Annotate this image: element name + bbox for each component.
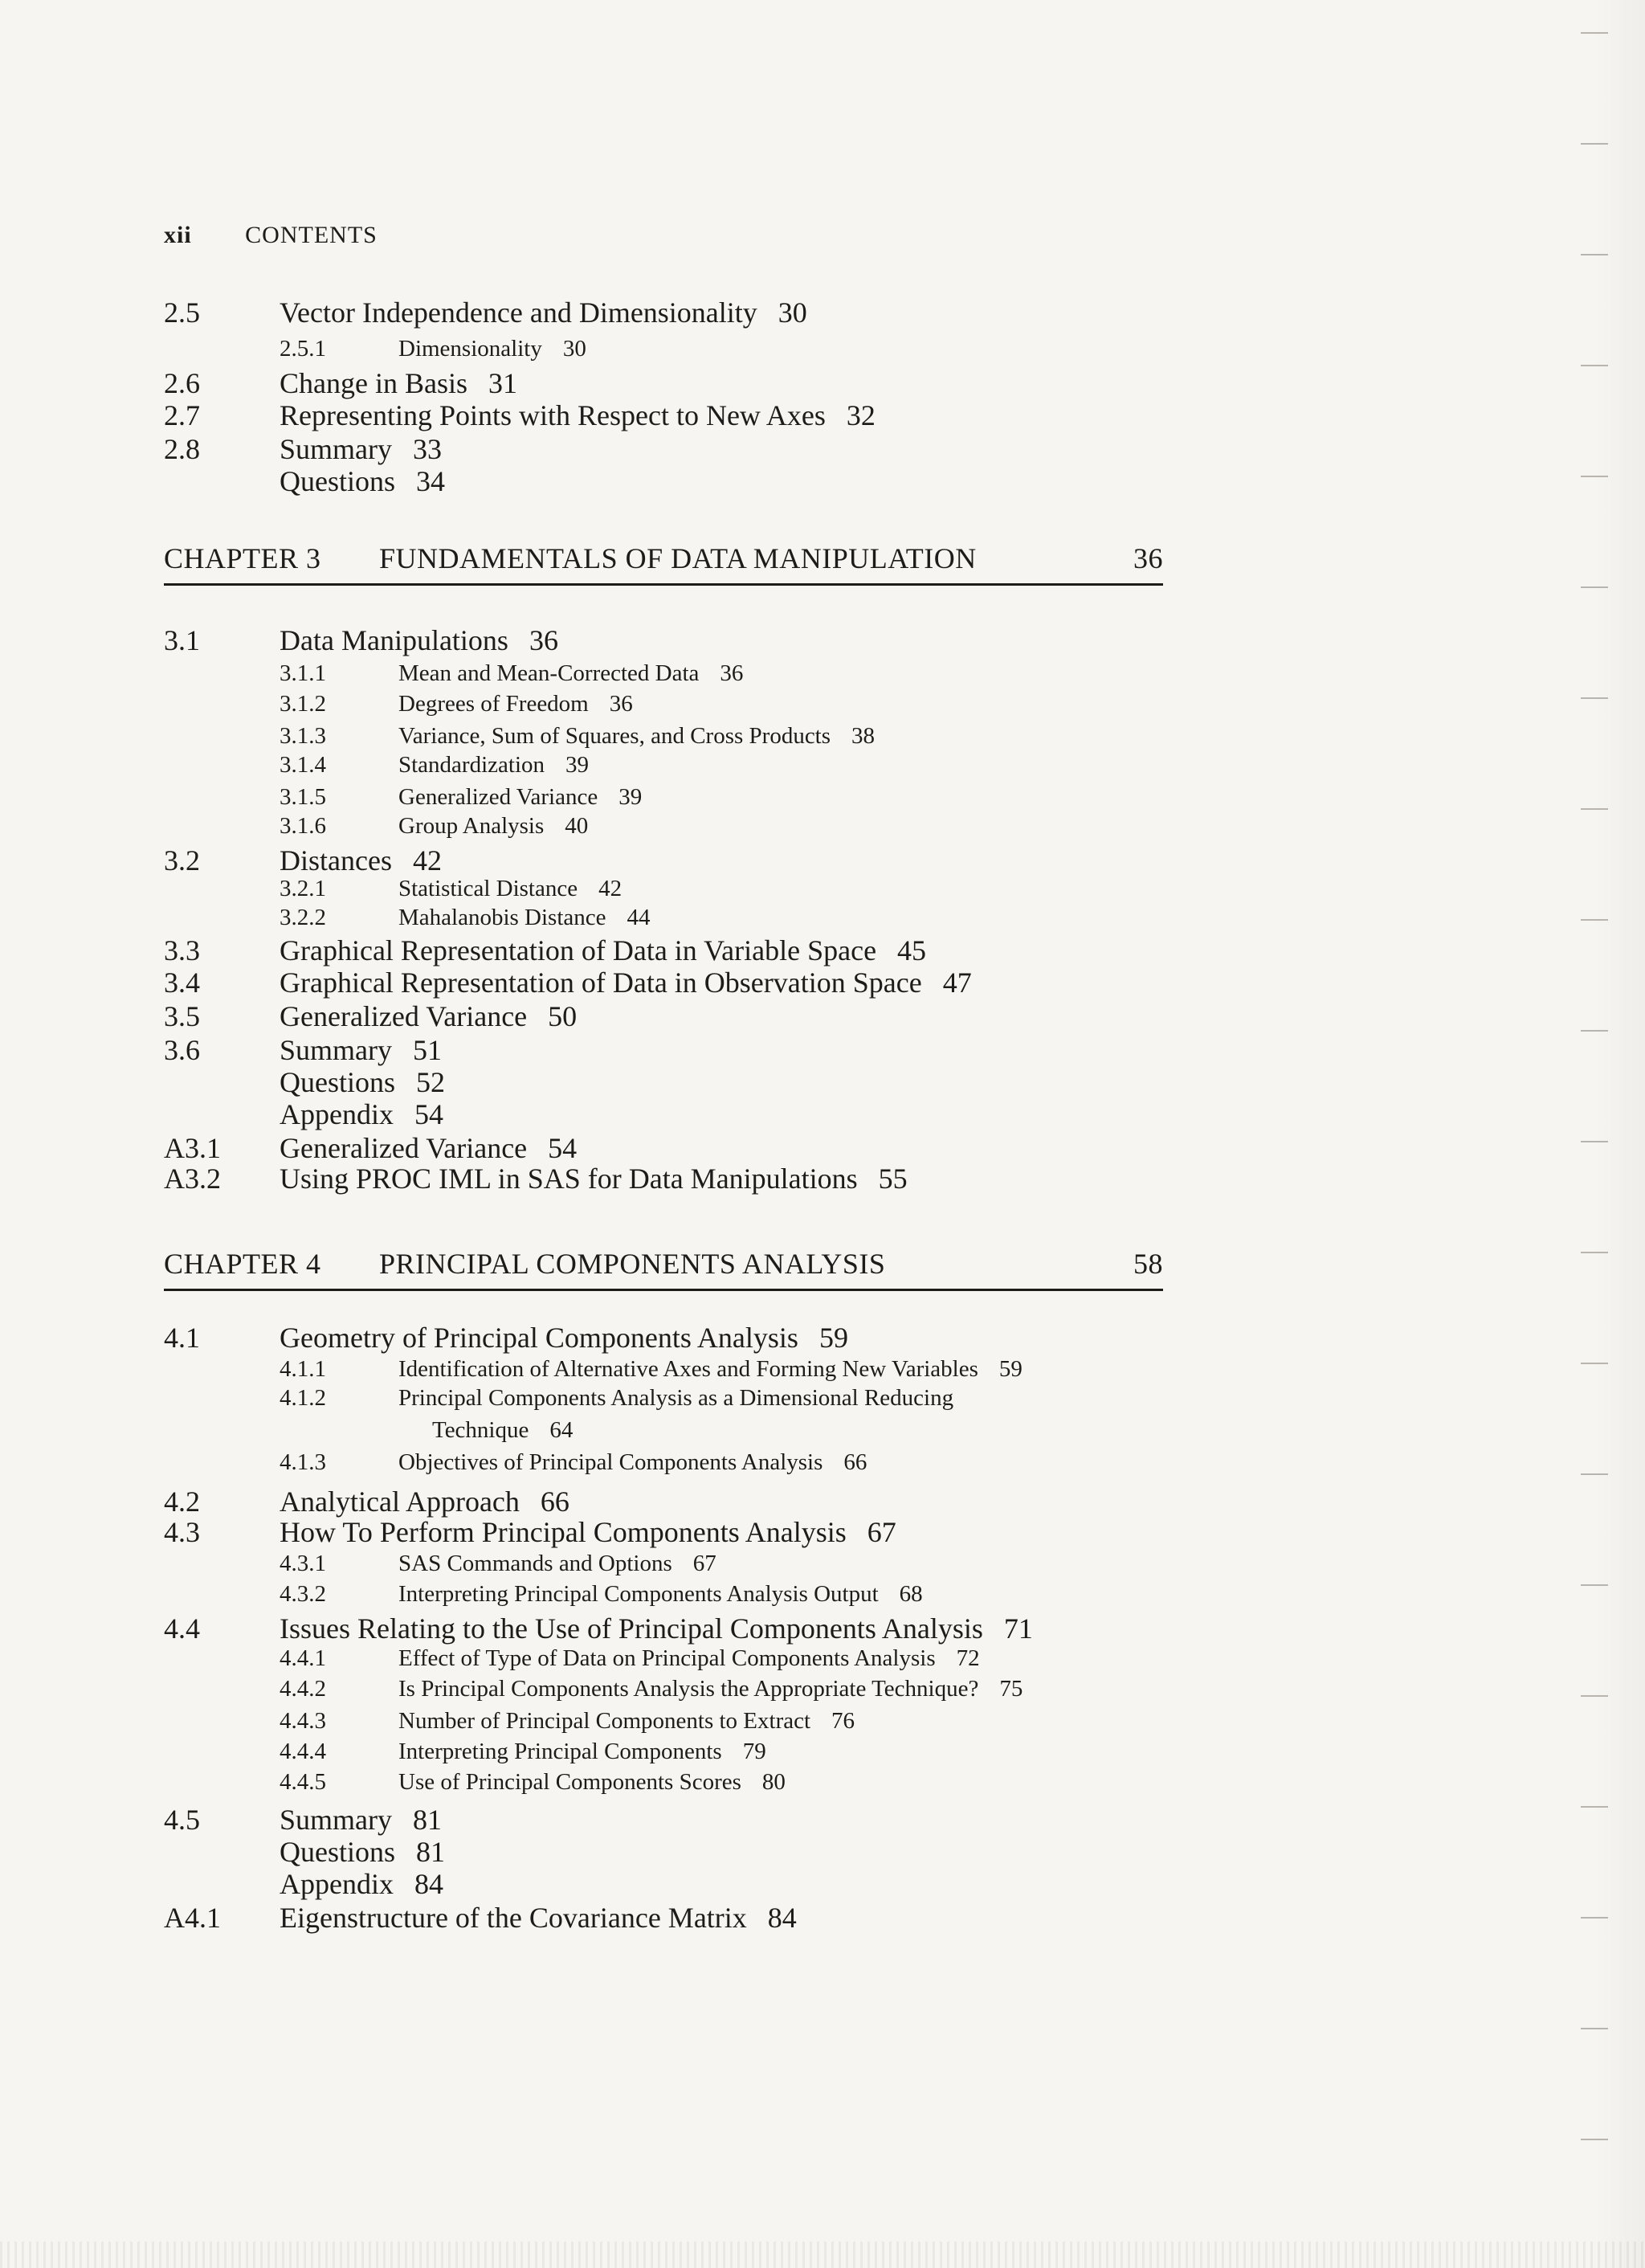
page-number: 51 [413, 1034, 442, 1066]
entry-number: 3.1.6 [280, 813, 326, 839]
chapter-label: CHAPTER 4 [164, 1248, 321, 1280]
page-number: 75 [999, 1676, 1023, 1702]
chapter-title: PRINCIPAL COMPONENTS ANALYSIS [379, 1248, 886, 1280]
binding-tick [1581, 1473, 1608, 1475]
entry-number: 4.4.1 [280, 1645, 326, 1671]
page-number: 30 [562, 336, 586, 362]
entry-number: 4.1.1 [280, 1356, 326, 1382]
page-number: 59 [998, 1356, 1023, 1382]
entry-number: A3.2 [164, 1163, 221, 1195]
entry-title: SAS Commands and Options 67 [398, 1551, 716, 1576]
entry-title: Objectives of Principal Components Analysis 66 [398, 1449, 867, 1475]
entry-number: 4.2 [164, 1485, 200, 1518]
entry-number: 3.6 [164, 1034, 200, 1066]
page-number: 42 [598, 876, 622, 901]
page-number: 55 [878, 1163, 908, 1195]
entry-number: 4.4.3 [280, 1708, 326, 1734]
entry-number: 4.5 [164, 1804, 200, 1836]
entry-title: Dimensionality 30 [398, 336, 586, 362]
binding-tick [1581, 586, 1608, 588]
entry-title: Representing Points with Respect to New Axes 32 [280, 399, 876, 431]
entry-title: Using PROC IML in SAS for Data Manipulations 55 [280, 1163, 908, 1195]
entry-title: Identification of Alternative Axes and Forming New Variables 59 [398, 1356, 1023, 1382]
entry-title: Issues Relating to the Use of Principal Components Analysis 71 [280, 1612, 1033, 1645]
entry-title: Eigenstructure of the Covariance Matrix 84 [280, 1902, 797, 1934]
entry-title: Questions 81 [280, 1836, 445, 1868]
page-number: 76 [831, 1708, 855, 1734]
chapter-label: CHAPTER 3 [164, 542, 321, 574]
page-number: 34 [416, 465, 445, 497]
entry-number: 4.4.4 [280, 1739, 326, 1764]
page-number: 39 [618, 784, 643, 810]
entry-number: 3.1 [164, 624, 200, 656]
binding-tick [1581, 1030, 1608, 1032]
page-number: 36 [720, 660, 744, 686]
entry-title: Distances 42 [280, 844, 442, 877]
binding-tick [1581, 697, 1608, 699]
running-head [164, 222, 378, 249]
page-number: 44 [627, 905, 651, 930]
entry-number: 3.2.2 [280, 905, 326, 930]
entry-title: Analytical Approach 66 [280, 1485, 569, 1518]
entry-number: 3.2 [164, 844, 200, 877]
page-number: 50 [548, 1000, 578, 1032]
binding-tick [1581, 919, 1608, 921]
entry-title: Interpreting Principal Components Analysis Output 68 [398, 1581, 923, 1607]
entry-number: 4.4.5 [280, 1769, 326, 1795]
page-number: 31 [488, 367, 517, 399]
entry-title: Mahalanobis Distance 44 [398, 905, 651, 930]
entry-title: Summary 51 [280, 1034, 442, 1066]
entry-number: 3.1.4 [280, 752, 326, 778]
entry-number: 3.1.5 [280, 784, 326, 810]
binding-tick [1581, 365, 1608, 366]
binding-tick [1581, 1252, 1608, 1253]
entry-number: 2.5.1 [280, 336, 326, 362]
page-number: 36 [609, 691, 633, 717]
entry-title: Mean and Mean-Corrected Data 36 [398, 660, 744, 686]
entry-title: Graphical Representation of Data in Variable Space 45 [280, 934, 927, 966]
chapter-3-rule [164, 583, 1163, 586]
page-number: 36 [529, 624, 558, 656]
page-number: 80 [761, 1769, 786, 1795]
entry-number: 4.3 [164, 1516, 200, 1548]
scan-noise [0, 2241, 1645, 2268]
entry-title: Appendix 54 [280, 1098, 443, 1130]
chapter-4-rule [164, 1289, 1163, 1291]
page-number: 84 [414, 1868, 443, 1900]
entry-title: Questions 34 [280, 465, 445, 497]
entry-number: 4.1 [164, 1322, 200, 1354]
page-number: 38 [851, 723, 876, 749]
page-number: 81 [413, 1804, 442, 1836]
entry-number: 2.5 [164, 296, 200, 329]
binding-tick [1581, 808, 1608, 810]
entry-number: A3.1 [164, 1132, 221, 1164]
entry-title: Standardization 39 [398, 752, 590, 778]
page-number: 79 [742, 1739, 766, 1764]
entry-number: 3.1.3 [280, 723, 326, 749]
entry-title: Use of Principal Components Scores 80 [398, 1769, 786, 1795]
entry-title: Interpreting Principal Components 79 [398, 1739, 766, 1764]
entry-title: Summary 81 [280, 1804, 442, 1836]
page-number: 68 [899, 1581, 923, 1607]
entry-number: 4.1.3 [280, 1449, 326, 1475]
page-number: 72 [956, 1645, 980, 1671]
binding-tick [1581, 1141, 1608, 1142]
entry-title: Change in Basis 31 [280, 367, 517, 399]
page-number: 33 [413, 433, 442, 465]
binding-tick [1581, 1917, 1608, 1919]
folio: xii [164, 222, 192, 248]
entry-title: Is Principal Components Analysis the Appropriate Technique? 75 [398, 1676, 1023, 1702]
entry-title: Principal Components Analysis as a Dimensional Reducing [398, 1385, 954, 1411]
entry-number: 3.3 [164, 934, 200, 966]
entry-title: Data Manipulations 36 [280, 624, 558, 656]
binding-tick [1581, 1695, 1608, 1697]
entry-title: Degrees of Freedom 36 [398, 691, 633, 717]
entry-title: Questions 52 [280, 1066, 445, 1098]
entry-title: Variance, Sum of Squares, and Cross Products 38 [398, 723, 876, 749]
entry-number: A4.1 [164, 1902, 221, 1934]
page-number: 54 [414, 1098, 443, 1130]
binding-tick [1581, 1584, 1608, 1586]
binding-tick [1581, 32, 1608, 34]
chapter-page: 36 [1133, 542, 1163, 574]
page-edge-shadow [1594, 0, 1645, 2268]
entry-title: Summary 33 [280, 433, 442, 465]
page-number: 42 [412, 844, 442, 877]
entry-number: 4.4 [164, 1612, 200, 1645]
binding-tick [1581, 2139, 1608, 2140]
entry-title: Effect of Type of Data on Principal Components Analysis 72 [398, 1645, 980, 1671]
binding-tick [1581, 476, 1608, 477]
entry-number: 3.2.1 [280, 876, 326, 901]
running-head-title: CONTENTS [245, 222, 378, 248]
page-number: 45 [897, 934, 927, 966]
entry-number: 4.1.2 [280, 1385, 326, 1411]
binding-tick [1581, 254, 1608, 255]
entry-number: 2.8 [164, 433, 200, 465]
entry-title: Generalized Variance 54 [280, 1132, 578, 1164]
entry-title: Group Analysis 40 [398, 813, 589, 839]
entry-number: 3.4 [164, 966, 200, 999]
chapter-title: FUNDAMENTALS OF DATA MANIPULATION [379, 542, 977, 574]
page-number: 64 [549, 1417, 574, 1443]
entry-number: 4.4.2 [280, 1676, 326, 1702]
entry-number: 3.1.2 [280, 691, 326, 717]
entry-title-continuation: Technique 64 [432, 1417, 574, 1443]
entry-title: Statistical Distance 42 [398, 876, 622, 901]
binding-tick [1581, 1363, 1608, 1364]
entry-title: How To Perform Principal Components Analysis 67 [280, 1516, 896, 1548]
page-number: 39 [565, 752, 590, 778]
entry-number: 2.6 [164, 367, 200, 399]
entry-title: Vector Independence and Dimensionality 30 [280, 296, 807, 329]
page-number: 52 [416, 1066, 445, 1098]
page-number: 30 [778, 296, 807, 329]
page-number: 84 [767, 1902, 797, 1934]
entry-number: 3.1.1 [280, 660, 326, 686]
entry-title: Graphical Representation of Data in Observation Space 47 [280, 966, 972, 999]
page-number: 40 [565, 813, 589, 839]
page-number: 32 [846, 399, 876, 431]
entry-number: 4.3.2 [280, 1581, 326, 1607]
entry-number: 4.3.1 [280, 1551, 326, 1576]
binding-tick [1581, 143, 1608, 145]
page-number: 81 [416, 1836, 445, 1868]
page-number: 67 [692, 1551, 716, 1576]
entry-title: Appendix 84 [280, 1868, 443, 1900]
entry-title: Geometry of Principal Components Analysis 59 [280, 1322, 848, 1354]
page-number: 59 [818, 1322, 848, 1354]
page-number: 66 [540, 1485, 569, 1518]
page-number: 47 [942, 966, 972, 999]
chapter-page: 58 [1133, 1248, 1163, 1280]
entry-title: Generalized Variance 39 [398, 784, 643, 810]
page-number: 54 [548, 1132, 578, 1164]
binding-tick [1581, 2028, 1608, 2029]
binding-tick [1581, 1806, 1608, 1808]
page-number: 71 [1003, 1612, 1033, 1645]
entry-title: Number of Principal Components to Extract 76 [398, 1708, 855, 1734]
entry-title: Generalized Variance 50 [280, 1000, 578, 1032]
page-number: 67 [867, 1516, 896, 1548]
entry-number: 3.5 [164, 1000, 200, 1032]
page-number: 66 [843, 1449, 867, 1475]
entry-number: 2.7 [164, 399, 200, 431]
